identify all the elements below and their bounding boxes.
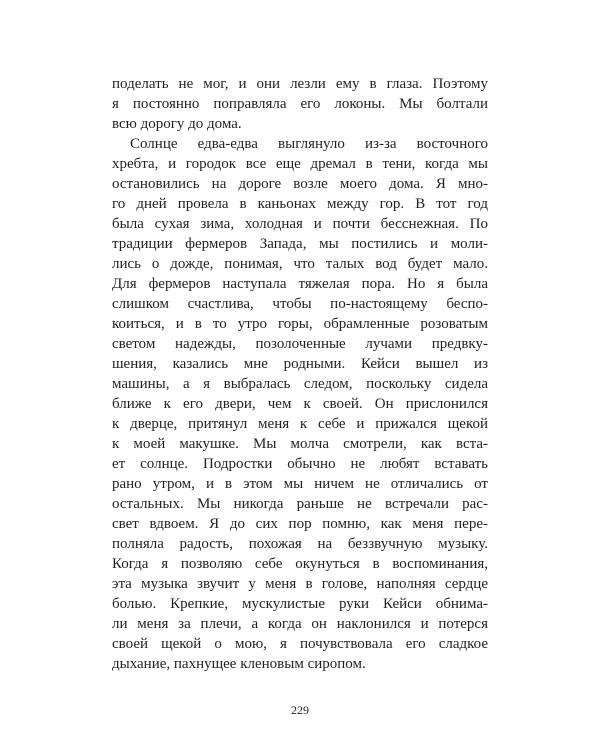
text-line: светом надежды, позолоченные лучами предвку- [112,336,488,352]
text-line: традиции фермеров Запада, мы постились и моли- [112,236,488,252]
text-line: остальных. Мы никогда раньше не встречали рас- [112,496,488,512]
text-line: поделать не мог, и они лезли ему в глаза. Поэтому [112,76,488,92]
text-line: я постоянно поправляла его локоны. Мы болтали [112,96,488,112]
text-line: шения, казались мне родными. Кейси вышел из [112,356,488,372]
text-line: рано утром, и в этом мы ничем не отличались от [112,476,488,492]
text-line: ближе к его двери, чем к своей. Он прислонился [112,396,488,412]
text-line: слишком счастлива, чтобы по-настоящему беспо- [112,296,488,312]
text-line: Солнце едва-едва выглянуло из-за восточного [130,136,488,152]
text-line: своей щекой о мою, я почувствовала его сладкое [112,636,488,652]
text-line: эта музыка звучит у меня в голове, наполняя сердце [112,576,488,592]
text-line: го дней провела в каньонах между гор. В тот год [112,196,488,212]
text-line: Когда я позволяю себе окунуться в воспоминания, [112,556,488,572]
paragraph-2 [112,134,488,674]
text-line: всю дорогу до дома. [112,116,242,132]
text-line: к моей макушке. Мы молча смотрели, как вста- [112,436,488,452]
text-line: к дверце, притянул меня к себе и прижался щекой [112,416,488,432]
body-text [112,74,488,674]
page-number: 229 [291,703,309,717]
text-line: ли меня за плечи, а когда он наклонился и потерся [112,616,488,632]
text-line: хребта, и городок все еще дремал в тени, когда мы [112,156,488,172]
text-line: коиться, и в то утро горы, обрамленные розоватым [112,316,488,332]
text-line: остановились на дороге возле моего дома. Я мно- [112,176,488,192]
text-line: болью. Крепкие, мускулистые руки Кейси обнима- [112,596,488,612]
text-line: ет солнце. Подростки обычно не любят вставать [112,456,488,472]
text-line: была сухая зима, холодная и почти бесснежная. По [112,216,488,232]
text-line: Для фермеров наступала тяжелая пора. Но я была [112,276,488,292]
paragraph-1 [112,74,488,134]
text-line: полняла радость, похожая на беззвучную музыку. [112,536,488,552]
text-line: свет вдвоем. Я до сих пор помню, как меня пере- [112,516,488,532]
text-line: лись о дожде, понимая, что талых вод будет мало. [112,256,488,272]
text-line: дыхание, пахнущее кленовым сиропом. [112,656,366,672]
text-line: машины, а я выбралась следом, поскольку сидела [112,376,488,392]
